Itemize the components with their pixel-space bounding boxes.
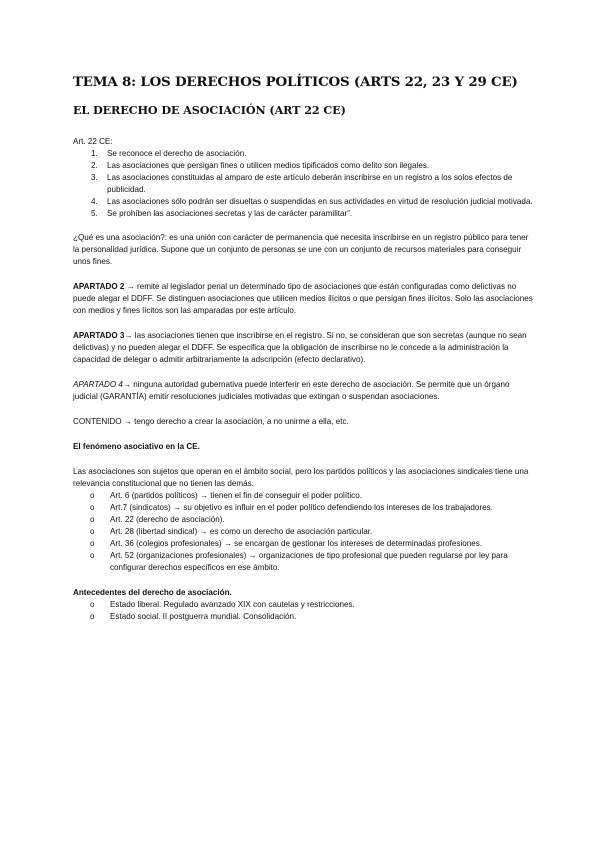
list-item: 3. Las asociaciones constituidas al amparo de este artículo deberán inscribirse en un registro a los solos efectos de publicidad. [91, 173, 513, 194]
apartado-4-paragraph: APARTADO 4→ ninguna autoridad gubernativa puede interferir en este derecho de asociación. Se permite que un órgano judicial (GARANTÍA) emitir resoluciones judiciales motivadas que extingan o suspendan asociaciones. [73, 379, 510, 401]
bullet-icon: o [90, 599, 95, 609]
list-item: o Art. 52 (organizaciones profesionales) → organizaciones de tipo profesional que pueden regularse por ley para configurar derechos específicos en ese ámbito. [90, 550, 508, 572]
contenido-paragraph: CONTENIDO → tengo derecho a crear la asociación, a no unirme a ella, etc. [73, 416, 349, 426]
definition-paragraph: ¿Qué es una asociación?: es una unión con carácter de permanencia que necesita inscribirse en un registro público para tener la personalidad jurídica. Supone que un conjunto de personas se une con un conjunto de recursos materiales para conseguir unos fines. [73, 232, 529, 266]
list-item: 1. Se reconoce el derecho de asociación. [91, 149, 247, 158]
bullet-icon: o [90, 514, 95, 524]
section-title: EL DERECHO DE ASOCIACIÓN (ART 22 CE) [73, 103, 346, 117]
list-item: o Art.7 (sindicatos) → su objetivo es influir en el poder político defendiendo los intereses de los trabajadores. [90, 502, 493, 512]
bullet-icon: o [90, 502, 95, 512]
bullet-icon: o [90, 550, 95, 560]
page-title: TEMA 8: LOS DERECHOS POLÍTICOS (ARTS 22, 23 Y 29 CE) [73, 74, 518, 90]
fenomeno-list [73, 490, 535, 574]
fenomeno-paragraph: Las asociaciones son sujetos que operan en el ámbito social, pero los partidos políticos y las asociaciones sindicales tiene una relevancia constitucional que no tienen las demás. [73, 466, 529, 488]
list-item: 5. Se prohíben las asociaciones secretas y las de carácter paramilitar”. [91, 209, 353, 218]
article-list [73, 148, 535, 220]
document-body [73, 136, 535, 623]
list-item: o Art. 36 (colegios profesionales) → se encargan de gestionar los intereses de determinadas profesiones. [90, 538, 483, 548]
list-item: o Art. 22 (derecho de asociación). [90, 514, 225, 524]
apartado-2-paragraph: APARTADO 2 → remite al legislador penal un determinado tipo de asociaciones que están configuradas como delictivas no puede alegar el DDFF. Se distinguen asociaciones que utilicen medios ilícitos o que persigan fines ilícitos. Solo las asociaciones con medios y fines lícitos son las amparadas por este artículo. [73, 281, 533, 315]
bullet-icon: o [90, 538, 95, 548]
bullet-icon: o [90, 490, 95, 500]
apartado-3-label: APARTADO 3 [73, 330, 125, 340]
fenomeno-heading: El fenómeno asociativo en la CE. [73, 441, 200, 451]
list-item: o Art. 28 (libertad sindical) → es como un derecho de asociación particular. [90, 526, 373, 536]
list-item: 2. Las asociaciones que persigan fines o utilicen medios tipificados como delito son ilegales. [91, 161, 430, 170]
list-item: o Art. 6 (partidos políticos) → tienen el fin de conseguir el poder político. [90, 490, 362, 500]
list-item: o Estado social. II postguerra mundial. Consolidación. [90, 611, 297, 621]
bullet-icon: o [90, 526, 95, 536]
antecedentes-list [73, 599, 535, 623]
bullet-icon: o [90, 611, 95, 621]
antecedentes-heading: Antecedentes del derecho de asociación. [73, 587, 232, 597]
list-item: 4. Las asociaciones sólo podrán ser disueltas o suspendidas en sus actividades en virtud de resolución judicial motivada. [91, 197, 533, 206]
apartado-3-paragraph: APARTADO 3→ las asociaciones tienen que inscribirse en el registro. Si no, se consideran que son secretas (aunque no sean delictivas) y no pueden alegar el DDFF. Se especifica que la obligación de inscribirse no le concede a la administración la capacidad de delegar o admitir arbitrariamente la adscripción (efecto declarativo). [73, 330, 527, 364]
list-item: o Estado liberal. Regulado avanzado XIX con cautelas y restricciones. [90, 599, 355, 609]
apartado-4-label: APARTADO 4 [73, 379, 123, 389]
article-label: Art. 22 CE: [73, 137, 113, 146]
apartado-2-label: APARTADO 2 [73, 281, 125, 291]
